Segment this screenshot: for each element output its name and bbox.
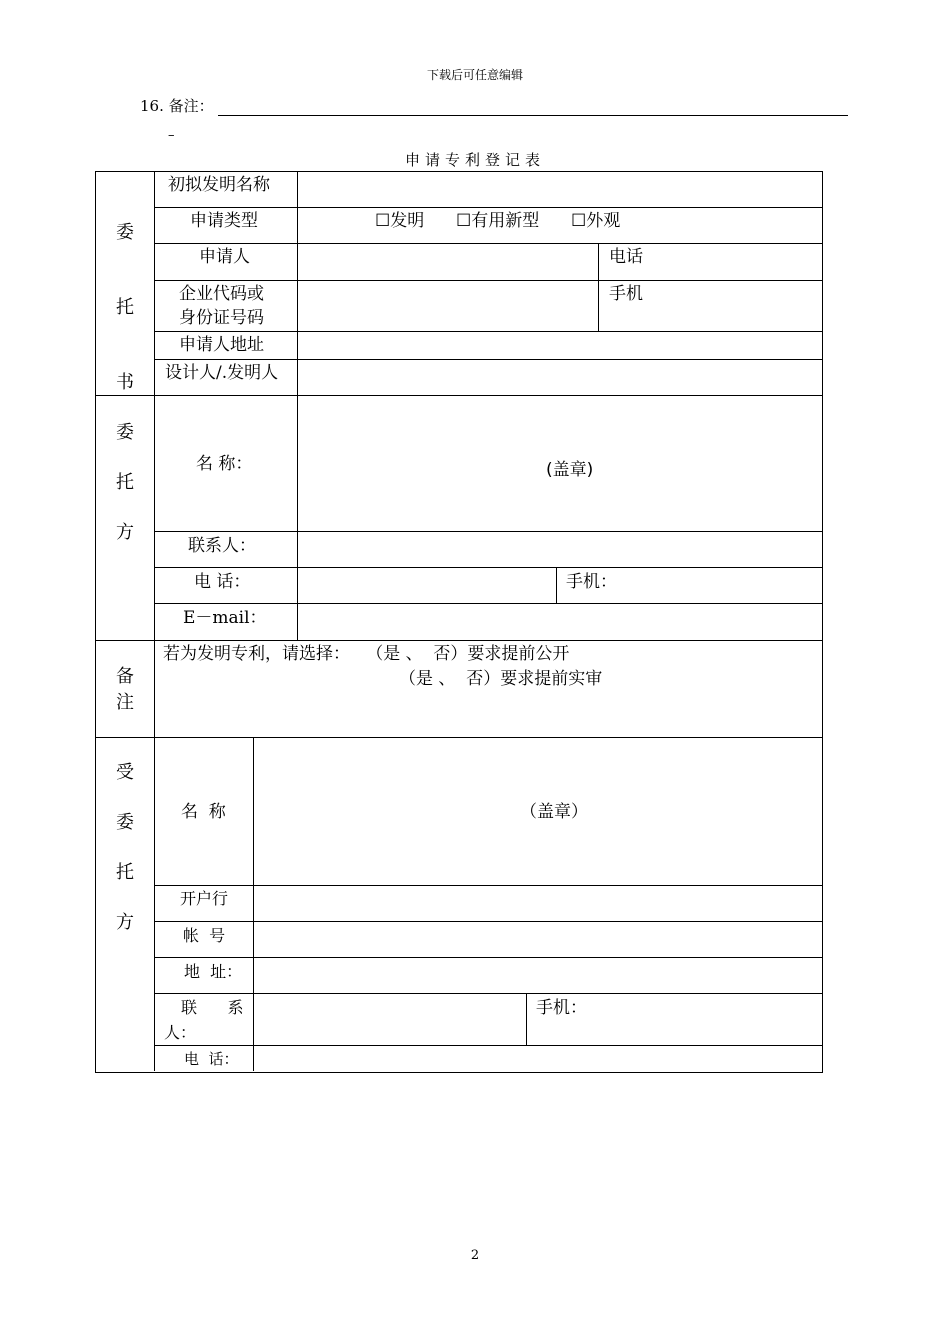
agent-address-label: 地 址： [184,962,243,981]
section4-side-char: 委 [116,812,134,833]
header-note: 下载后可任意编辑 [426,68,523,82]
early-publication-option[interactable]: 若为发明专利，请选择： （是 、 否）要求提前公开 [163,644,570,664]
applicant-field[interactable] [298,244,597,280]
client-email-label: E－mail： [183,608,267,628]
section4-side-char: 受 [116,762,134,783]
agent-address-field[interactable] [254,958,821,993]
client-phone-field[interactable] [298,568,555,603]
mobile-column-divider [526,993,527,1045]
client-phone-label: 电 话： [194,572,251,592]
agent-contact-field[interactable] [254,994,525,1045]
application-type-label: 申请类型 [190,211,258,231]
agent-account-field[interactable] [254,922,821,957]
designer-inventor-label: 设计人/.发明人 [165,363,279,383]
remark-continuation-dash: – [168,128,175,143]
section2-side-char: 方 [116,522,134,543]
client-mobile-label: 手机： [566,572,617,592]
section1-side-char: 托 [116,297,134,318]
section-divider [95,395,822,396]
remark-line [140,95,848,116]
section4-side-char: 方 [116,912,134,933]
id-code-label-line1: 企业代码或 [179,284,264,304]
section3-side-char: 备 [116,666,134,687]
id-code-label-line2: 身份证号码 [179,308,264,328]
mobile-column-divider [556,567,557,603]
section-divider [95,640,822,641]
client-email-field[interactable] [298,604,821,640]
applicant-address-label: 申请人地址 [179,335,264,355]
section2-side-char: 托 [116,472,134,493]
agent-mobile-label: 手机： [536,998,587,1018]
type-option-design[interactable]: ☐外观 [571,211,621,231]
client-seal-placeholder: (盖章) [546,460,594,480]
type-option-utility-model[interactable]: ☐有用新型 [456,211,540,231]
invention-name-field[interactable] [298,172,821,207]
section-divider [95,737,822,738]
agent-phone-field[interactable] [254,1046,821,1071]
applicant-address-field[interactable] [298,332,821,359]
early-examination-option[interactable]: （是 、 否）要求提前实审 [399,669,603,689]
applicant-label: 申请人 [199,247,250,267]
agent-account-label: 帐 号 [183,926,226,945]
section3-side-char: 注 [116,692,134,713]
agent-contact-label-line2: 人： [164,1023,197,1042]
client-name-label: 名 称： [196,454,253,474]
agent-phone-label: 电 话： [184,1050,239,1068]
client-contact-field[interactable] [298,532,821,567]
row-divider [154,207,822,208]
section1-side-char: 委 [116,222,134,243]
mobile-label: 手机 [609,284,643,304]
agent-name-label: 名 称 [181,802,226,822]
id-code-field[interactable] [298,281,597,331]
page-number: 2 [470,1248,480,1263]
agent-bank-field[interactable] [254,886,821,921]
remark-underline[interactable] [218,101,848,116]
side-column-divider [154,171,155,1071]
phone-column-divider [598,243,599,331]
agent-contact-label-line1: 联 系 [181,998,244,1017]
remark-label: 16. 备注： [140,97,214,115]
invention-name-label: 初拟发明名称 [168,175,270,195]
designer-inventor-field[interactable] [298,360,821,395]
form-title: 申请专利登记表 [404,151,545,169]
section4-side-char: 托 [116,862,134,883]
agent-seal-placeholder: （盖章） [520,802,588,822]
phone-label: 电话 [609,247,643,267]
agent-bank-label: 开户行 [180,889,229,908]
section2-side-char: 委 [116,422,134,443]
client-contact-label: 联系人： [188,536,256,556]
type-option-invention[interactable]: ☐发明 [375,211,425,231]
section1-side-char: 书 [116,372,134,393]
